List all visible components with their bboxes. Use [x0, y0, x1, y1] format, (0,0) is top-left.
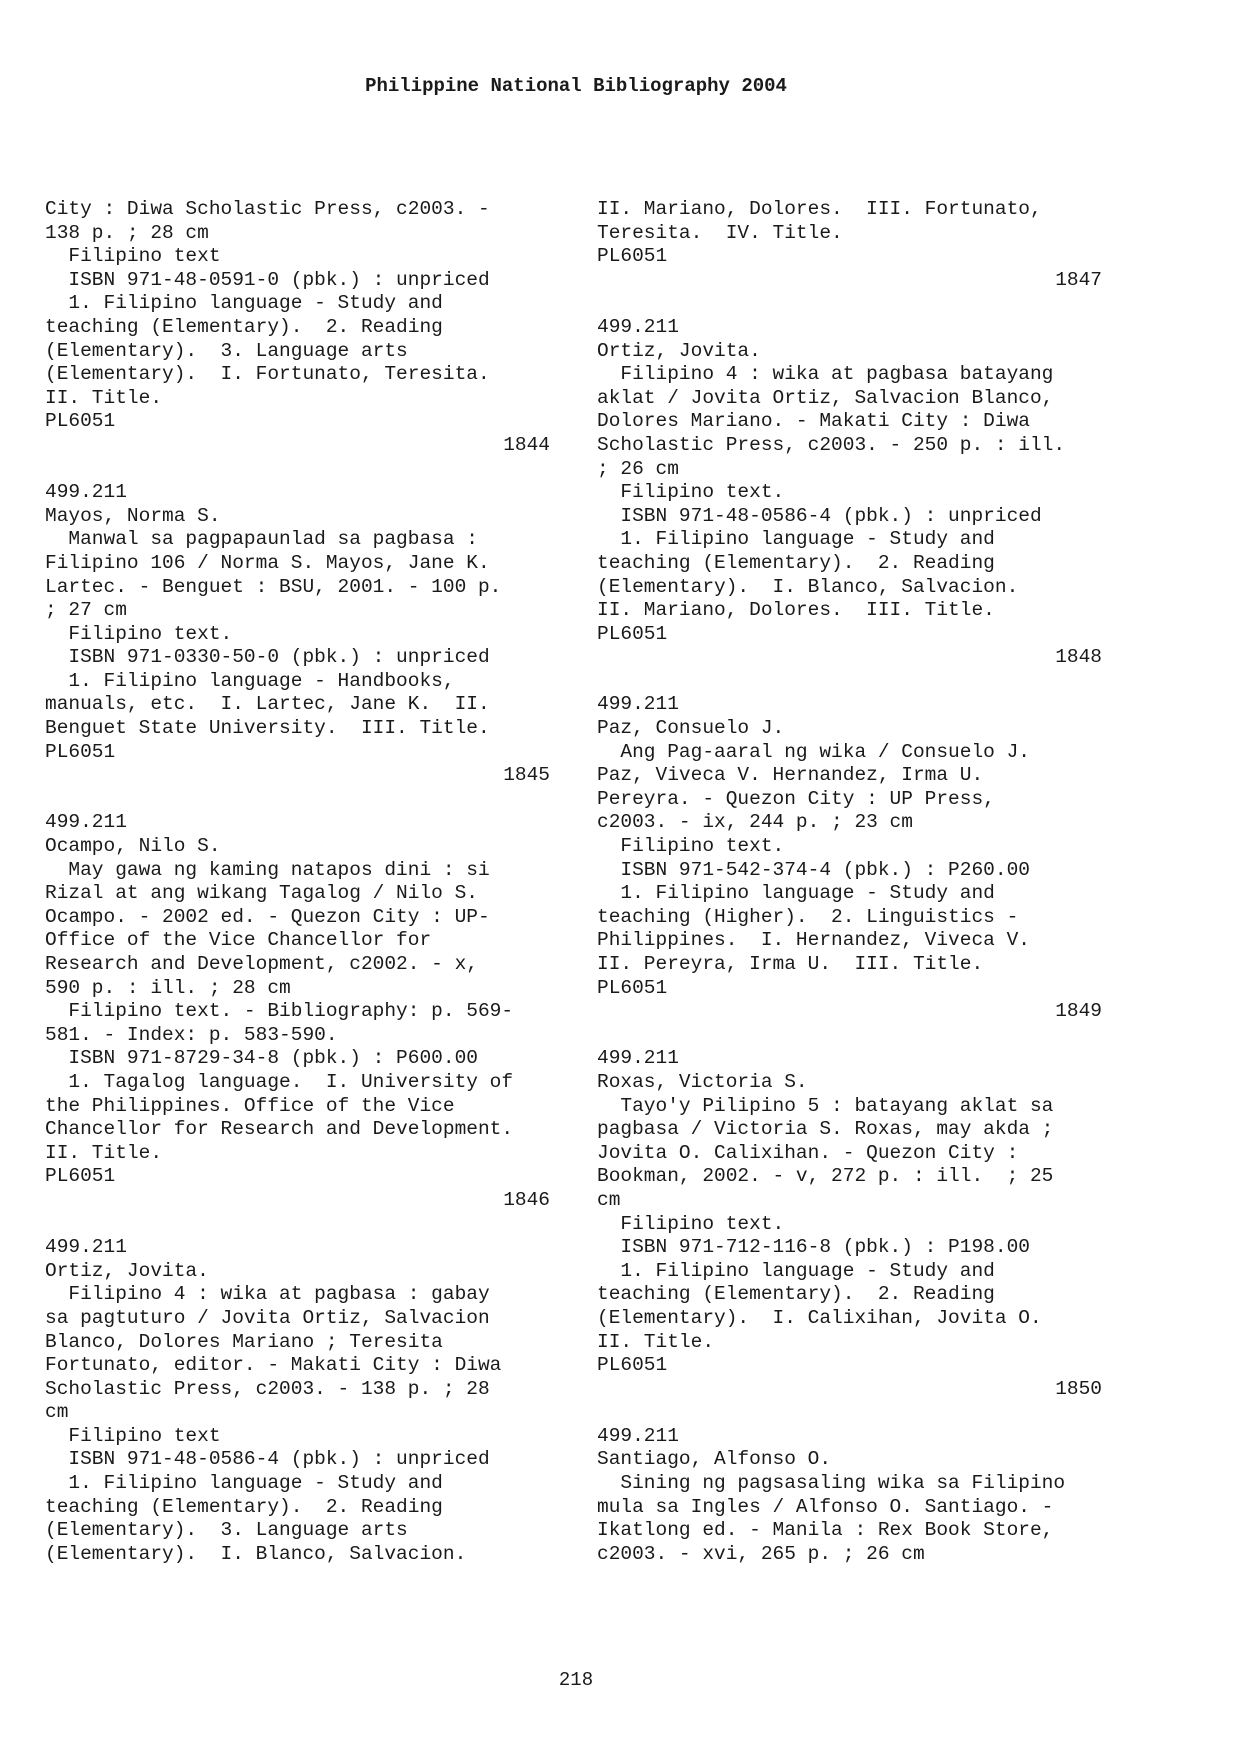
bibliography-line: 499.211	[45, 481, 127, 504]
bibliography-line: Benguet State University. III. Title.	[45, 717, 490, 740]
bibliography-line: (Elementary). I. Blanco, Salvacion.	[597, 575, 1019, 598]
bibliography-line: (Elementary). I. Calixihan, Jovita O.	[597, 1306, 1042, 1329]
entry-number: 1846	[503, 1188, 550, 1211]
entry-number: 1844	[503, 433, 550, 456]
bibliography-line: ISBN 971-48-0586-4 (pbk.) : unpriced	[597, 504, 1042, 527]
bibliography-line: ; 26 cm	[597, 457, 679, 480]
bibliography-line: c2003. - xvi, 265 p. ; 26 cm	[597, 1542, 925, 1565]
bibliography-line: 499.211	[45, 1236, 127, 1259]
bibliography-line: Filipino text. - Bibliography: p. 569-	[45, 1000, 514, 1023]
bibliography-line: ; 27 cm	[45, 599, 127, 622]
bibliography-line: Filipino 106 / Norma S. Mayos, Jane K.	[45, 551, 490, 574]
bibliography-line: Santiago, Alfonso O.	[597, 1448, 832, 1471]
bibliography-line	[597, 1024, 1137, 1048]
bibliography-line: PL6051	[45, 740, 116, 763]
bibliography-line: teaching (Elementary). 2. Reading	[45, 1495, 443, 1518]
bibliography-line: teaching (Elementary). 2. Reading	[45, 315, 443, 338]
bibliography-line: 590 p. : ill. ; 28 cm	[45, 976, 291, 999]
bibliography-line: II. Mariano, Dolores. III. Title.	[597, 599, 995, 622]
bibliography-line: ISBN 971-8729-34-8 (pbk.) : P600.00	[45, 1047, 478, 1070]
bibliography-line: Research and Development, c2002. - x,	[45, 953, 478, 975]
bibliography-line: Filipino 4 : wika at pagbasa batayang	[597, 363, 1054, 386]
bibliography-line: Ang Pag-aaral ng wika / Consuelo J.	[597, 740, 1030, 763]
bibliography-line: pagbasa / Victoria S. Roxas, may akda ;	[597, 1118, 1054, 1141]
entry-number: 1845	[503, 764, 550, 787]
bibliography-line: 499.211	[597, 693, 679, 716]
bibliography-line: PL6051	[597, 1354, 668, 1377]
bibliography-line: Filipino text.	[597, 481, 785, 504]
bibliography-line: (Elementary). I. Blanco, Salvacion.	[45, 1542, 467, 1565]
bibliography-line	[597, 1401, 1137, 1425]
bibliography-line: 138 p. ; 28 cm	[45, 221, 209, 244]
bibliography-line: Filipino text.	[597, 835, 785, 858]
bibliography-line: Manwal sa pagpapaunlad sa pagbasa :	[45, 528, 478, 551]
bibliography-line: Ocampo. - 2002 ed. - Quezon City : UP-	[45, 905, 490, 928]
entry-number: 1849	[1055, 1000, 1102, 1023]
entry-number: 1848	[1055, 646, 1102, 669]
bibliography-line: Paz, Consuelo J.	[597, 717, 785, 740]
bibliography-line: PL6051	[597, 622, 668, 645]
bibliography-line: 1. Filipino language - Study and	[45, 292, 443, 315]
entry-number: 1847	[1055, 268, 1102, 291]
bibliography-line: Teresita. IV. Title.	[597, 221, 843, 244]
bibliography-line: cm	[45, 1401, 69, 1424]
bibliography-line: City : Diwa Scholastic Press, c2003. -	[45, 198, 490, 220]
bibliography-line: PL6051	[45, 410, 116, 433]
bibliography-line: 499.211	[597, 1424, 679, 1447]
bibliography-line: Ortiz, Jovita.	[597, 339, 761, 362]
page-title: Philippine National Bibliography 2004	[365, 75, 787, 97]
bibliography-line: the Philippines. Office of the Vice	[45, 1094, 455, 1117]
bibliography-line: 1. Filipino language - Study and	[45, 1472, 443, 1495]
bibliography-line: Ikatlong ed. - Manila : Rex Book Store,	[597, 1519, 1054, 1542]
entry-number: 1850	[1055, 1377, 1102, 1400]
bibliography-line: 499.211	[597, 315, 679, 338]
bibliography-line: teaching (Elementary). 2. Reading	[597, 1283, 995, 1306]
bibliography-line: II. Title.	[45, 1141, 163, 1164]
bibliography-line: Fortunato, editor. - Makati City : Diwa	[45, 1354, 502, 1377]
bibliography-line: Scholastic Press, c2003. - 138 p. ; 28	[45, 1377, 490, 1400]
bibliography-line: Chancellor for Research and Development.	[45, 1118, 514, 1141]
bibliography-line: 1. Filipino language - Study and	[597, 1259, 995, 1282]
bibliography-line: sa pagtuturo / Jovita Ortiz, Salvacion	[45, 1306, 490, 1329]
bibliography-line: May gawa ng kaming natapos dini : si	[45, 858, 490, 881]
bibliography-line: ISBN 971-0330-50-0 (pbk.) : unpriced	[45, 646, 490, 669]
bibliography-line: 499.211	[45, 811, 127, 834]
bibliography-line: Filipino text	[45, 245, 221, 268]
bibliography-line: II. Title.	[45, 386, 163, 409]
bibliography-line	[45, 458, 585, 482]
bibliography-line: ISBN 971-542-374-4 (pbk.) : P260.00	[597, 858, 1030, 881]
bibliography-line: 1. Tagalog language. I. University of	[45, 1070, 514, 1093]
bibliography-line: (Elementary). 3. Language arts	[45, 1519, 408, 1542]
bibliography-line: PL6051	[45, 1165, 116, 1188]
bibliography-line	[45, 1213, 585, 1237]
bibliography-line: Scholastic Press, c2003. - 250 p. : ill.	[597, 433, 1066, 456]
bibliography-line: Rizal at ang wikang Tagalog / Nilo S.	[45, 882, 478, 905]
bibliography-line: ISBN 971-712-116-8 (pbk.) : P198.00	[597, 1236, 1030, 1259]
left-column	[45, 198, 585, 1566]
bibliography-line: aklat / Jovita Ortiz, Salvacion Blanco,	[597, 386, 1054, 409]
bibliography-line: Filipino text.	[45, 622, 233, 645]
bibliography-line: 1. Filipino language - Study and	[597, 528, 995, 551]
bibliography-line: teaching (Elementary). 2. Reading	[597, 551, 995, 574]
bibliography-line: (Elementary). 3. Language arts	[45, 339, 408, 362]
bibliography-line: Pereyra. - Quezon City : UP Press,	[597, 787, 995, 810]
bibliography-line: II. Title.	[597, 1330, 715, 1353]
bibliography-line: Ocampo, Nilo S.	[45, 835, 221, 858]
bibliography-line: Tayo'y Pilipino 5 : batayang aklat sa	[597, 1094, 1054, 1117]
bibliography-line: II. Pereyra, Irma U. III. Title.	[597, 953, 984, 975]
bibliography-line: Lartec. - Benguet : BSU, 2001. - 100 p.	[45, 575, 502, 598]
bibliography-line: Mayos, Norma S.	[45, 504, 221, 527]
bibliography-line: Dolores Mariano. - Makati City : Diwa	[597, 410, 1030, 433]
right-column	[597, 198, 1137, 1566]
bibliography-line: PL6051	[597, 245, 668, 268]
bibliography-line: II. Mariano, Dolores. III. Fortunato,	[597, 198, 1042, 220]
bibliography-line: mula sa Ingles / Alfonso O. Santiago. -	[597, 1495, 1054, 1518]
bibliography-line	[45, 788, 585, 812]
bibliography-line: teaching (Higher). 2. Linguistics -	[597, 905, 1019, 928]
bibliography-line: cm	[597, 1188, 621, 1211]
bibliography-line: 499.211	[597, 1047, 679, 1070]
bibliography-line: ISBN 971-48-0586-4 (pbk.) : unpriced	[45, 1448, 490, 1471]
bibliography-line: Paz, Viveca V. Hernandez, Irma U.	[597, 764, 984, 787]
bibliography-line	[597, 292, 1137, 316]
bibliography-line: c2003. - ix, 244 p. ; 23 cm	[597, 811, 913, 834]
bibliography-line: Jovita O. Calixihan. - Quezon City :	[597, 1141, 1019, 1164]
bibliography-line: Ortiz, Jovita.	[45, 1259, 209, 1282]
bibliography-line: Filipino text.	[597, 1212, 785, 1235]
bibliography-line: (Elementary). I. Fortunato, Teresita.	[45, 363, 490, 386]
bibliography-line	[597, 670, 1137, 694]
bibliography-line: Sining ng pagsasaling wika sa Filipino	[597, 1472, 1066, 1495]
bibliography-line: Filipino text	[45, 1424, 221, 1447]
bibliography-line: Bookman, 2002. - v, 272 p. : ill. ; 25	[597, 1165, 1054, 1188]
page-number: 218	[558, 1669, 594, 1691]
bibliography-line: ISBN 971-48-0591-0 (pbk.) : unpriced	[45, 268, 490, 291]
bibliography-line: 1. Filipino language - Handbooks,	[45, 669, 455, 692]
bibliography-line: Filipino 4 : wika at pagbasa : gabay	[45, 1283, 490, 1306]
bibliography-line: manuals, etc. I. Lartec, Jane K. II.	[45, 693, 490, 716]
bibliography-line: Roxas, Victoria S.	[597, 1070, 808, 1093]
bibliography-line: 581. - Index: p. 583-590.	[45, 1023, 338, 1046]
bibliography-line: Blanco, Dolores Mariano ; Teresita	[45, 1330, 443, 1353]
bibliography-line: PL6051	[597, 976, 668, 999]
bibliography-line: 1. Filipino language - Study and	[597, 882, 995, 905]
bibliography-line: Philippines. I. Hernandez, Viveca V.	[597, 929, 1030, 952]
bibliography-line: Office of the Vice Chancellor for	[45, 929, 432, 952]
